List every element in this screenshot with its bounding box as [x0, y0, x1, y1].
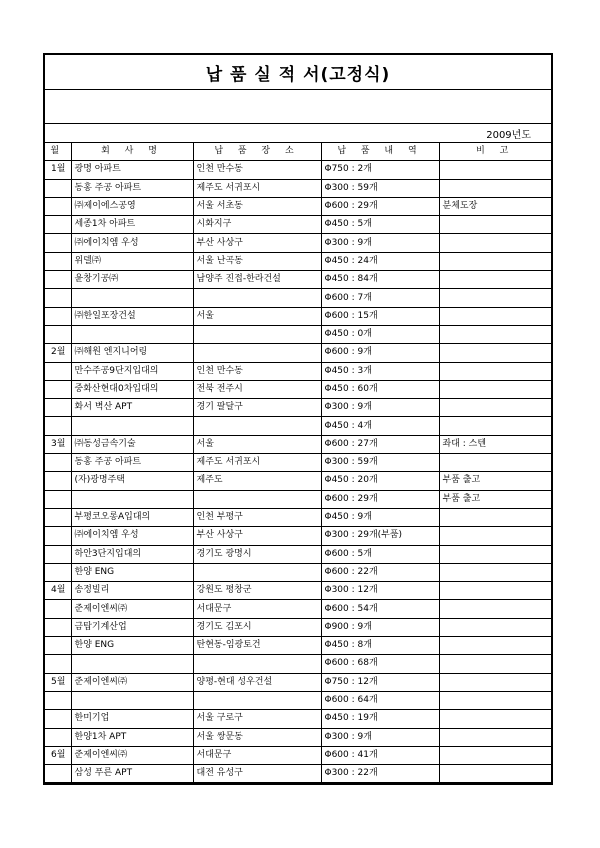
cell-place: 시화지구	[193, 216, 321, 234]
cell-company	[71, 655, 193, 673]
table-row	[45, 746, 551, 764]
cell-note	[439, 417, 551, 435]
cell-company: 준제이엔씨㈜	[71, 600, 193, 618]
cell-note	[439, 307, 551, 325]
cell-month: 2월	[45, 344, 71, 362]
cell-place: 서울	[193, 307, 321, 325]
cell-company	[71, 417, 193, 435]
table-row	[45, 307, 551, 325]
cell-place: 탄현동-임광토건	[193, 637, 321, 655]
header-detail: 납 품 내 역	[321, 143, 439, 161]
cell-month	[45, 417, 71, 435]
cell-company	[71, 289, 193, 307]
cell-note	[439, 746, 551, 764]
cell-place	[193, 344, 321, 362]
cell-company: 삼성 푸른 APT	[71, 765, 193, 783]
cell-detail: Φ900 : 9개	[321, 618, 439, 636]
cell-month: 4월	[45, 582, 71, 600]
cell-place: 경기도 김포시	[193, 618, 321, 636]
cell-month	[45, 234, 71, 252]
cell-note	[439, 271, 551, 289]
cell-detail: Φ450 : 20개	[321, 472, 439, 490]
cell-company: 한미기업	[71, 710, 193, 728]
table-row	[45, 582, 551, 600]
cell-detail: Φ300 : 59개	[321, 179, 439, 197]
cell-detail: Φ600 : 22개	[321, 563, 439, 581]
cell-detail: Φ600 : 15개	[321, 307, 439, 325]
table-row	[45, 234, 551, 252]
cell-note	[439, 508, 551, 526]
table-header-row	[45, 143, 551, 161]
cell-month	[45, 691, 71, 709]
cell-place: 서울 난곡동	[193, 252, 321, 270]
cell-detail: Φ450 : 19개	[321, 710, 439, 728]
header-company: 회 사 명	[71, 143, 193, 161]
cell-note: 부품 출고	[439, 472, 551, 490]
cell-note	[439, 289, 551, 307]
cell-company: ㈜동성금속기술	[71, 435, 193, 453]
cell-month: 5월	[45, 673, 71, 691]
cell-month	[45, 216, 71, 234]
cell-place	[193, 655, 321, 673]
delivery-table	[45, 143, 551, 783]
cell-note	[439, 454, 551, 472]
cell-company: 동홍 주공 아파트	[71, 179, 193, 197]
cell-month	[45, 289, 71, 307]
cell-detail: Φ600 : 5개	[321, 545, 439, 563]
cell-company: ㈜한일포장건설	[71, 307, 193, 325]
cell-company: 광명 아파트	[71, 161, 193, 179]
cell-place	[193, 563, 321, 581]
cell-company: 한양 ENG	[71, 563, 193, 581]
table-row	[45, 765, 551, 783]
table-row	[45, 618, 551, 636]
table-row	[45, 252, 551, 270]
cell-company	[71, 691, 193, 709]
cell-company: 만수주공9단지입대의	[71, 362, 193, 380]
cell-month	[45, 655, 71, 673]
cell-company: 세종1차 아파트	[71, 216, 193, 234]
cell-detail: Φ450 : 4개	[321, 417, 439, 435]
table-row	[45, 161, 551, 179]
cell-month	[45, 508, 71, 526]
cell-note	[439, 399, 551, 417]
cell-place: 인천 만수동	[193, 362, 321, 380]
cell-month: 6월	[45, 746, 71, 764]
cell-company: 하안3단지입대의	[71, 545, 193, 563]
blank-row	[45, 90, 551, 124]
cell-note	[439, 691, 551, 709]
table-row	[45, 545, 551, 563]
cell-place: 제주도 서귀포시	[193, 454, 321, 472]
cell-detail: Φ450 : 84개	[321, 271, 439, 289]
cell-company: ㈜해원 엔지니어링	[71, 344, 193, 362]
cell-company: 한양 ENG	[71, 637, 193, 655]
cell-detail: Φ600 : 54개	[321, 600, 439, 618]
cell-note: 분체도장	[439, 197, 551, 215]
table-row	[45, 728, 551, 746]
cell-detail: Φ600 : 64개	[321, 691, 439, 709]
cell-place	[193, 289, 321, 307]
table-row	[45, 563, 551, 581]
cell-place: 양평-현대 성우건설	[193, 673, 321, 691]
cell-place: 서대문구	[193, 600, 321, 618]
cell-detail: Φ450 : 24개	[321, 252, 439, 270]
cell-place: 인천 만수동	[193, 161, 321, 179]
cell-detail: Φ300 : 59개	[321, 454, 439, 472]
cell-company: 화서 벽산 APT	[71, 399, 193, 417]
cell-company: ㈜에이치엠 우성	[71, 234, 193, 252]
cell-place: 서대문구	[193, 746, 321, 764]
table-row	[45, 399, 551, 417]
cell-note	[439, 637, 551, 655]
cell-note	[439, 380, 551, 398]
cell-month	[45, 545, 71, 563]
cell-month	[45, 380, 71, 398]
cell-note	[439, 545, 551, 563]
cell-month	[45, 472, 71, 490]
table-row	[45, 435, 551, 453]
cell-detail: Φ600 : 27개	[321, 435, 439, 453]
cell-detail: Φ600 : 68개	[321, 655, 439, 673]
cell-month	[45, 252, 71, 270]
cell-company: ㈜에이치엠 우성	[71, 527, 193, 545]
cell-month	[45, 399, 71, 417]
cell-place: 서울 구로구	[193, 710, 321, 728]
table-row	[45, 472, 551, 490]
cell-detail: Φ300 : 9개	[321, 234, 439, 252]
cell-month	[45, 307, 71, 325]
cell-company: 부평코오롱A입대의	[71, 508, 193, 526]
table-row	[45, 637, 551, 655]
cell-company: 한양1차 APT	[71, 728, 193, 746]
cell-company: 금탑기계산업	[71, 618, 193, 636]
cell-company: 준제이엔씨㈜	[71, 673, 193, 691]
cell-place: 제주도	[193, 472, 321, 490]
header-month: 월	[45, 143, 71, 161]
cell-note	[439, 252, 551, 270]
cell-note	[439, 710, 551, 728]
cell-company: 준제이엔씨㈜	[71, 746, 193, 764]
cell-company: 동홍 주공 아파트	[71, 454, 193, 472]
cell-note	[439, 216, 551, 234]
cell-place: 강원도 평창군	[193, 582, 321, 600]
cell-place: 인천 부평구	[193, 508, 321, 526]
table-row	[45, 655, 551, 673]
cell-detail: Φ600 : 29개	[321, 197, 439, 215]
cell-detail: Φ750 : 12개	[321, 673, 439, 691]
cell-month	[45, 271, 71, 289]
cell-detail: Φ750 : 2개	[321, 161, 439, 179]
cell-month	[45, 618, 71, 636]
cell-place: 전북 전주시	[193, 380, 321, 398]
cell-place: 부산 사상구	[193, 234, 321, 252]
cell-detail: Φ300 : 29개(부품)	[321, 527, 439, 545]
cell-note	[439, 179, 551, 197]
cell-place	[193, 691, 321, 709]
table-row	[45, 216, 551, 234]
table-row	[45, 508, 551, 526]
cell-month	[45, 362, 71, 380]
cell-detail: Φ300 : 9개	[321, 399, 439, 417]
cell-note: 좌대 : 스텐	[439, 435, 551, 453]
table-row	[45, 527, 551, 545]
cell-place	[193, 417, 321, 435]
cell-company: 윤창기공㈜	[71, 271, 193, 289]
cell-detail: Φ450 : 5개	[321, 216, 439, 234]
cell-month	[45, 197, 71, 215]
table-row	[45, 380, 551, 398]
cell-place: 경기도 광명시	[193, 545, 321, 563]
cell-company: ㈜제이에스공영	[71, 197, 193, 215]
year-row	[45, 124, 551, 143]
cell-detail: Φ600 : 41개	[321, 746, 439, 764]
cell-place: 서울 서초동	[193, 197, 321, 215]
cell-note	[439, 655, 551, 673]
cell-place: 부산 사상구	[193, 527, 321, 545]
cell-detail: Φ300 : 9개	[321, 728, 439, 746]
table-row	[45, 362, 551, 380]
header-place: 납 품 장 소	[193, 143, 321, 161]
cell-place: 서울 쌍문동	[193, 728, 321, 746]
cell-place: 제주도 서귀포시	[193, 179, 321, 197]
header-note: 비 고	[439, 143, 551, 161]
table-row	[45, 179, 551, 197]
cell-detail: Φ600 : 7개	[321, 289, 439, 307]
table-row	[45, 344, 551, 362]
cell-note	[439, 161, 551, 179]
cell-month: 1월	[45, 161, 71, 179]
cell-month	[45, 710, 71, 728]
cell-company	[71, 325, 193, 343]
cell-note	[439, 600, 551, 618]
cell-month	[45, 600, 71, 618]
table-row	[45, 673, 551, 691]
cell-note	[439, 673, 551, 691]
cell-company: (자)광명주택	[71, 472, 193, 490]
cell-note	[439, 527, 551, 545]
delivery-record-sheet	[43, 53, 553, 785]
cell-note	[439, 325, 551, 343]
table-row	[45, 289, 551, 307]
cell-company: 위델㈜	[71, 252, 193, 270]
table-row	[45, 490, 551, 508]
cell-month	[45, 490, 71, 508]
cell-company	[71, 490, 193, 508]
cell-note	[439, 362, 551, 380]
cell-place	[193, 490, 321, 508]
cell-detail: Φ450 : 8개	[321, 637, 439, 655]
cell-month	[45, 325, 71, 343]
cell-month	[45, 179, 71, 197]
cell-month	[45, 728, 71, 746]
cell-detail: Φ450 : 9개	[321, 508, 439, 526]
cell-detail: Φ450 : 0개	[321, 325, 439, 343]
cell-detail: Φ450 : 3개	[321, 362, 439, 380]
cell-place	[193, 325, 321, 343]
title-row	[45, 55, 551, 90]
cell-company: 송정빌리	[71, 582, 193, 600]
cell-month	[45, 563, 71, 581]
cell-note	[439, 728, 551, 746]
cell-detail: Φ450 : 60개	[321, 380, 439, 398]
table-row	[45, 454, 551, 472]
year-label: 2009년도	[486, 130, 531, 141]
table-row	[45, 691, 551, 709]
cell-month	[45, 454, 71, 472]
cell-detail: Φ300 : 22개	[321, 765, 439, 783]
table-body	[45, 161, 551, 783]
table-row	[45, 710, 551, 728]
cell-month	[45, 527, 71, 545]
table-row	[45, 417, 551, 435]
cell-month	[45, 765, 71, 783]
table-row	[45, 197, 551, 215]
page-title: 납 품 실 적 서(고정식)	[205, 64, 391, 85]
cell-note	[439, 234, 551, 252]
cell-detail: Φ300 : 12개	[321, 582, 439, 600]
cell-company: 중화산현대0차입대의	[71, 380, 193, 398]
cell-note: 부품 출고	[439, 490, 551, 508]
table-row	[45, 271, 551, 289]
table-row	[45, 600, 551, 618]
cell-note	[439, 618, 551, 636]
cell-note	[439, 563, 551, 581]
cell-place: 대전 유성구	[193, 765, 321, 783]
cell-note	[439, 765, 551, 783]
cell-month: 3월	[45, 435, 71, 453]
cell-place: 서울	[193, 435, 321, 453]
cell-month	[45, 637, 71, 655]
cell-note	[439, 582, 551, 600]
table-row	[45, 325, 551, 343]
cell-note	[439, 344, 551, 362]
cell-place: 경기 팔달구	[193, 399, 321, 417]
cell-detail: Φ600 : 29개	[321, 490, 439, 508]
cell-place: 남양주 진접-한라건설	[193, 271, 321, 289]
cell-detail: Φ600 : 9개	[321, 344, 439, 362]
